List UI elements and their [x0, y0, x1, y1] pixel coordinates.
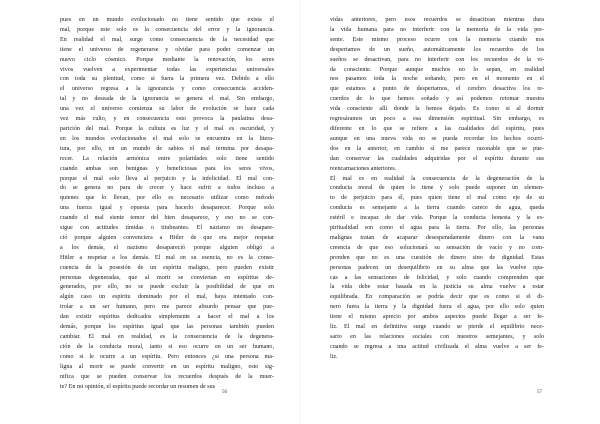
right-page-body — [330, 16, 544, 363]
text-line: cambiar. El mal en realidad, es la consecuencia de la degenera- — [60, 334, 274, 340]
text-line: sigue con actitudes tímidas o titubeantes. El nazismo no desapare- — [60, 225, 274, 232]
text-line: ció porque alguien convenciera a Hitler de que era mejor respetar — [60, 234, 274, 241]
text-line: vida consciente allí donde la hemos dejado. Es como si al dormir — [330, 106, 544, 113]
text-line: tiene el mismo aprecio por ambos aspectos puede llegar a ser fe- — [330, 314, 544, 321]
text-line: nuevo ciclo cósmico. Porque mediante la renovación, los seres — [60, 56, 274, 63]
text-line: con toda su plenitud, como si fuera la primera vez. Debido a ello — [60, 76, 274, 83]
text-line: a los demás, el nazismo desapareció porque alguien obligó a — [60, 244, 274, 251]
text-line: despertamos de un sueño, automáticamente los recuerdos de los — [330, 46, 544, 53]
text-line: liz. — [330, 353, 338, 360]
text-line: do se genera no para de crecer y hace sufrir a todos incluso a — [60, 185, 274, 192]
text-line: prenden que no es una cuestión de dinero sino de dignidad. Estas — [330, 254, 544, 261]
text-line: aunque en una nueva vida no se pueda recordar los hechos ocurri- — [330, 135, 544, 142]
text-line: regresáramos un poco a esa dimensión espiritual. Sin embargo, es — [330, 116, 544, 123]
text-line: conducta moral de quien lo tiene y solo puede suponer un elemen- — [330, 185, 544, 192]
text-line: la vida debe estar basada en la justicia su alma vuelve a estar — [330, 284, 544, 291]
text-line: tiene el universo de regenerarse y olvidar para poder comenzar un — [60, 46, 274, 53]
text-line: equilibrada. En comparación se podría decir que es como si el di- — [330, 294, 544, 301]
text-line: ligna al morir se puede convertir en un espíritu maligno, esto sig- — [60, 363, 274, 370]
left-page-body — [60, 16, 274, 392]
text-line: creencia de que eso solucionará su sensación de vacío y no com- — [330, 244, 544, 251]
text-line: dos en la anterior, en cambio sí me parece razonable que se pue- — [330, 145, 544, 152]
text-line: nero fuera la tierra y la dignidad fuera el agua, por ello solo quien — [330, 304, 544, 311]
text-line: En realidad el mal, surge como consecuencia de la necesidad que — [60, 36, 274, 43]
text-line: piritualidad son como el agua para la tierra. Por ello, las personas — [330, 225, 544, 232]
text-line: dan existir espíritus dedicados simplemente a hacer el mal a los — [60, 314, 274, 321]
text-line: sueños se desactivan, para no interferir con los recuerdos de la vi- — [330, 56, 544, 63]
text-line: El mal es en realidad la consecuencia de la degeneración de la — [330, 175, 544, 182]
left-page-number: 56 — [222, 390, 227, 395]
text-line: vivos vuelven a experimentar todas las experiencias universales — [60, 66, 274, 73]
text-line: parición del mal. Porque la cultura es luz y el mal es oscuridad, y — [60, 125, 274, 132]
text-line: personas padecen un desequilibrio en su alma que las vuelve opa- — [330, 264, 544, 271]
text-line: cuando ambas son benignas y beneficiosas para los seres vivos, — [60, 165, 274, 172]
text-line: recer. La relación armónica entre polaridades solo tiene sentido — [60, 155, 274, 162]
text-line: mal, porque este solo es la consecuencia del error y la ignorancia. — [60, 26, 274, 33]
text-line: sente. Este mismo proceso ocurre con la memoria cuando nos — [330, 36, 544, 43]
text-line: conducta es semejante a la tierra cuando carece de agua, queda — [330, 205, 544, 212]
text-line: trolar a un ser humano, pero me parece absurdo pensar que pue- — [60, 304, 274, 311]
text-line: malignas tratan de acaparar desesperadamente dinero con la vana — [330, 234, 544, 241]
text-line: que estamos a punto de despertarnos, el cerebro desactiva los re- — [330, 86, 544, 93]
text-line: porque el mal solo lleva al perjuicio y la infelicidad. El mal con- — [60, 175, 274, 182]
text-line: generados, por ello, no se puede excluir la posibilidad de que en — [60, 284, 274, 291]
text-line: el universo regresa a la ignorancia y como consecuencia acciden- — [60, 86, 274, 93]
text-line: demás, porque los espíritus igual que las personas también pueden — [60, 324, 274, 331]
right-page-number: 57 — [537, 390, 542, 395]
text-line: dan conservar las cualidades adquiridas por el espíritu durante sus — [330, 155, 544, 162]
left-page — [60, 16, 274, 416]
text-line: cuando se regresa a una actitud civilizada el alma vuelve a ser fe- — [330, 343, 544, 350]
text-line: vidas anteriores, pero esos recuerdos se desactivan mientras dura — [330, 17, 544, 23]
text-line: tura, por ello, en un mundo de sabios el mal termina por desapa- — [60, 145, 274, 152]
text-line: te? En mi opinión, el espíritu puede recordar un resumen de sus — [60, 383, 216, 390]
text-line: cuando el mal siente temor del bien desaparece, y eso no se con- — [60, 215, 274, 222]
text-line: nos pasamos toda la noche soñando, pero en el momento en el — [330, 76, 544, 83]
text-line: nifica que se pueden conservar los recuerdos después de la muer- — [60, 373, 274, 380]
text-line: quienes que lo llevan, por ello es necesario utilizar como método — [60, 195, 274, 202]
text-line: cuerdos de lo que hemos soñado y así podemos retomar nuestra — [330, 96, 544, 103]
text-line: da consciente. Porque aunque muchos no lo sepan, en realidad — [330, 66, 544, 73]
text-line: en los mundos evolucionados el mal solo se encuentra en la litera- — [60, 135, 274, 142]
right-page — [330, 16, 544, 416]
text-line: reencarnaciones anteriores. — [330, 165, 397, 172]
text-line: personas degeneradas, que al morir se conviertan en espíritus de- — [60, 274, 274, 281]
text-line: diferente en lo que se refiere a las cualidades del espíritu, pues — [330, 125, 544, 132]
page-gutter — [299, 0, 301, 424]
text-line: to de perjuicio para él, pues quien tiene el mal como eje de su — [330, 195, 544, 202]
text-line: pues en un mundo evolucionado no tiene sentido que exista el — [60, 17, 274, 23]
text-line: una fuerza igual y opuesta para hacerlo desaparecer. Porque solo — [60, 205, 274, 212]
text-line: vez más culto, y en consecuencia esto provoca la paulatina desa- — [60, 116, 274, 123]
text-line: ción de la conducta moral, tanto si eso ocurre en un ser humano, — [60, 343, 274, 350]
text-line: sario en las relaciones sociales con nuestros semejantes, y solo — [330, 334, 544, 340]
text-line: como si le ocurre a un espíritu. Pero entonces ¿si una persona ma- — [60, 353, 274, 360]
text-line: la vida humana para no interferir con la memoria de la vida pre- — [330, 26, 544, 33]
text-line: cuencia de la posesión de un espíritu maligno, pero pueden existir — [60, 264, 274, 271]
text-line: tal y no deseada de la ignorancia se genera el mal. Sin embargo, — [60, 96, 274, 103]
text-line: estéril e incapaz de dar vida. Porque la conducta honesta y la es- — [330, 215, 544, 222]
text-line: Hitler a respetar a los demás. El mal en su esencia, no es la conse- — [60, 254, 274, 261]
text-line: una vez el universo comienza su labor de evolución se hace cada — [60, 106, 274, 113]
text-line: cas a las sensaciones de felicidad, y solo cuando comprenden que — [330, 274, 544, 281]
text-line: liz. El mal en definitiva surge cuando se pierde el equilibrio nece- — [330, 324, 544, 331]
text-line: algún caso un espíritu dominado por el mal, haya intentado con- — [60, 294, 274, 301]
